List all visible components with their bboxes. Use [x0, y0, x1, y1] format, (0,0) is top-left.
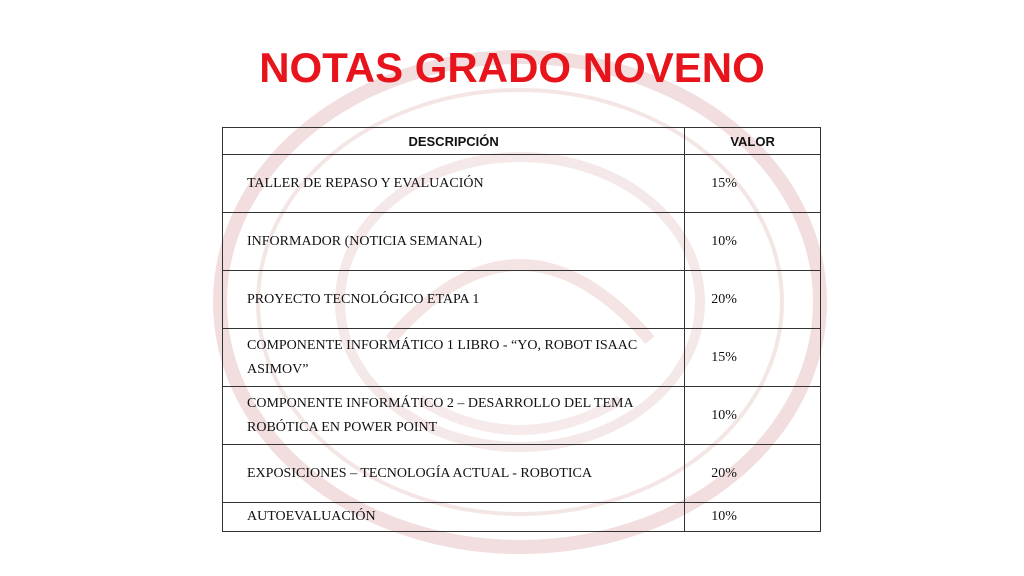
header-value: VALOR — [685, 128, 821, 155]
row-value: 10% — [685, 213, 821, 271]
grades-table — [222, 127, 821, 532]
table-row — [223, 445, 821, 503]
row-value: 20% — [685, 445, 821, 503]
table-header-row — [223, 128, 821, 155]
row-description: AUTOEVALUACIÓN — [223, 503, 685, 532]
table-row — [223, 387, 821, 445]
row-description: TALLER DE REPASO Y EVALUACIÓN — [223, 155, 685, 213]
row-value: 15% — [685, 329, 821, 387]
table-row — [223, 271, 821, 329]
table-row — [223, 155, 821, 213]
table-row — [223, 329, 821, 387]
row-description: EXPOSICIONES – TECNOLOGÍA ACTUAL - ROBOTICA — [223, 445, 685, 503]
row-value: 20% — [685, 271, 821, 329]
table-row — [223, 503, 821, 532]
row-value: 10% — [685, 387, 821, 445]
table-row — [223, 213, 821, 271]
page-title: NOTAS GRADO NOVENO — [259, 44, 765, 91]
row-description: COMPONENTE INFORMÁTICO 2 – DESARROLLO DEL TEMA ROBÓTICA EN POWER POINT — [223, 387, 685, 445]
row-value: 10% — [685, 503, 821, 532]
row-value: 15% — [685, 155, 821, 213]
header-description: DESCRIPCIÓN — [223, 128, 685, 155]
row-description: INFORMADOR (NOTICIA SEMANAL) — [223, 213, 685, 271]
row-description: COMPONENTE INFORMÁTICO 1 LIBRO - “YO, ROBOT ISAAC ASIMOV” — [223, 329, 685, 387]
row-description: PROYECTO TECNOLÓGICO ETAPA 1 — [223, 271, 685, 329]
